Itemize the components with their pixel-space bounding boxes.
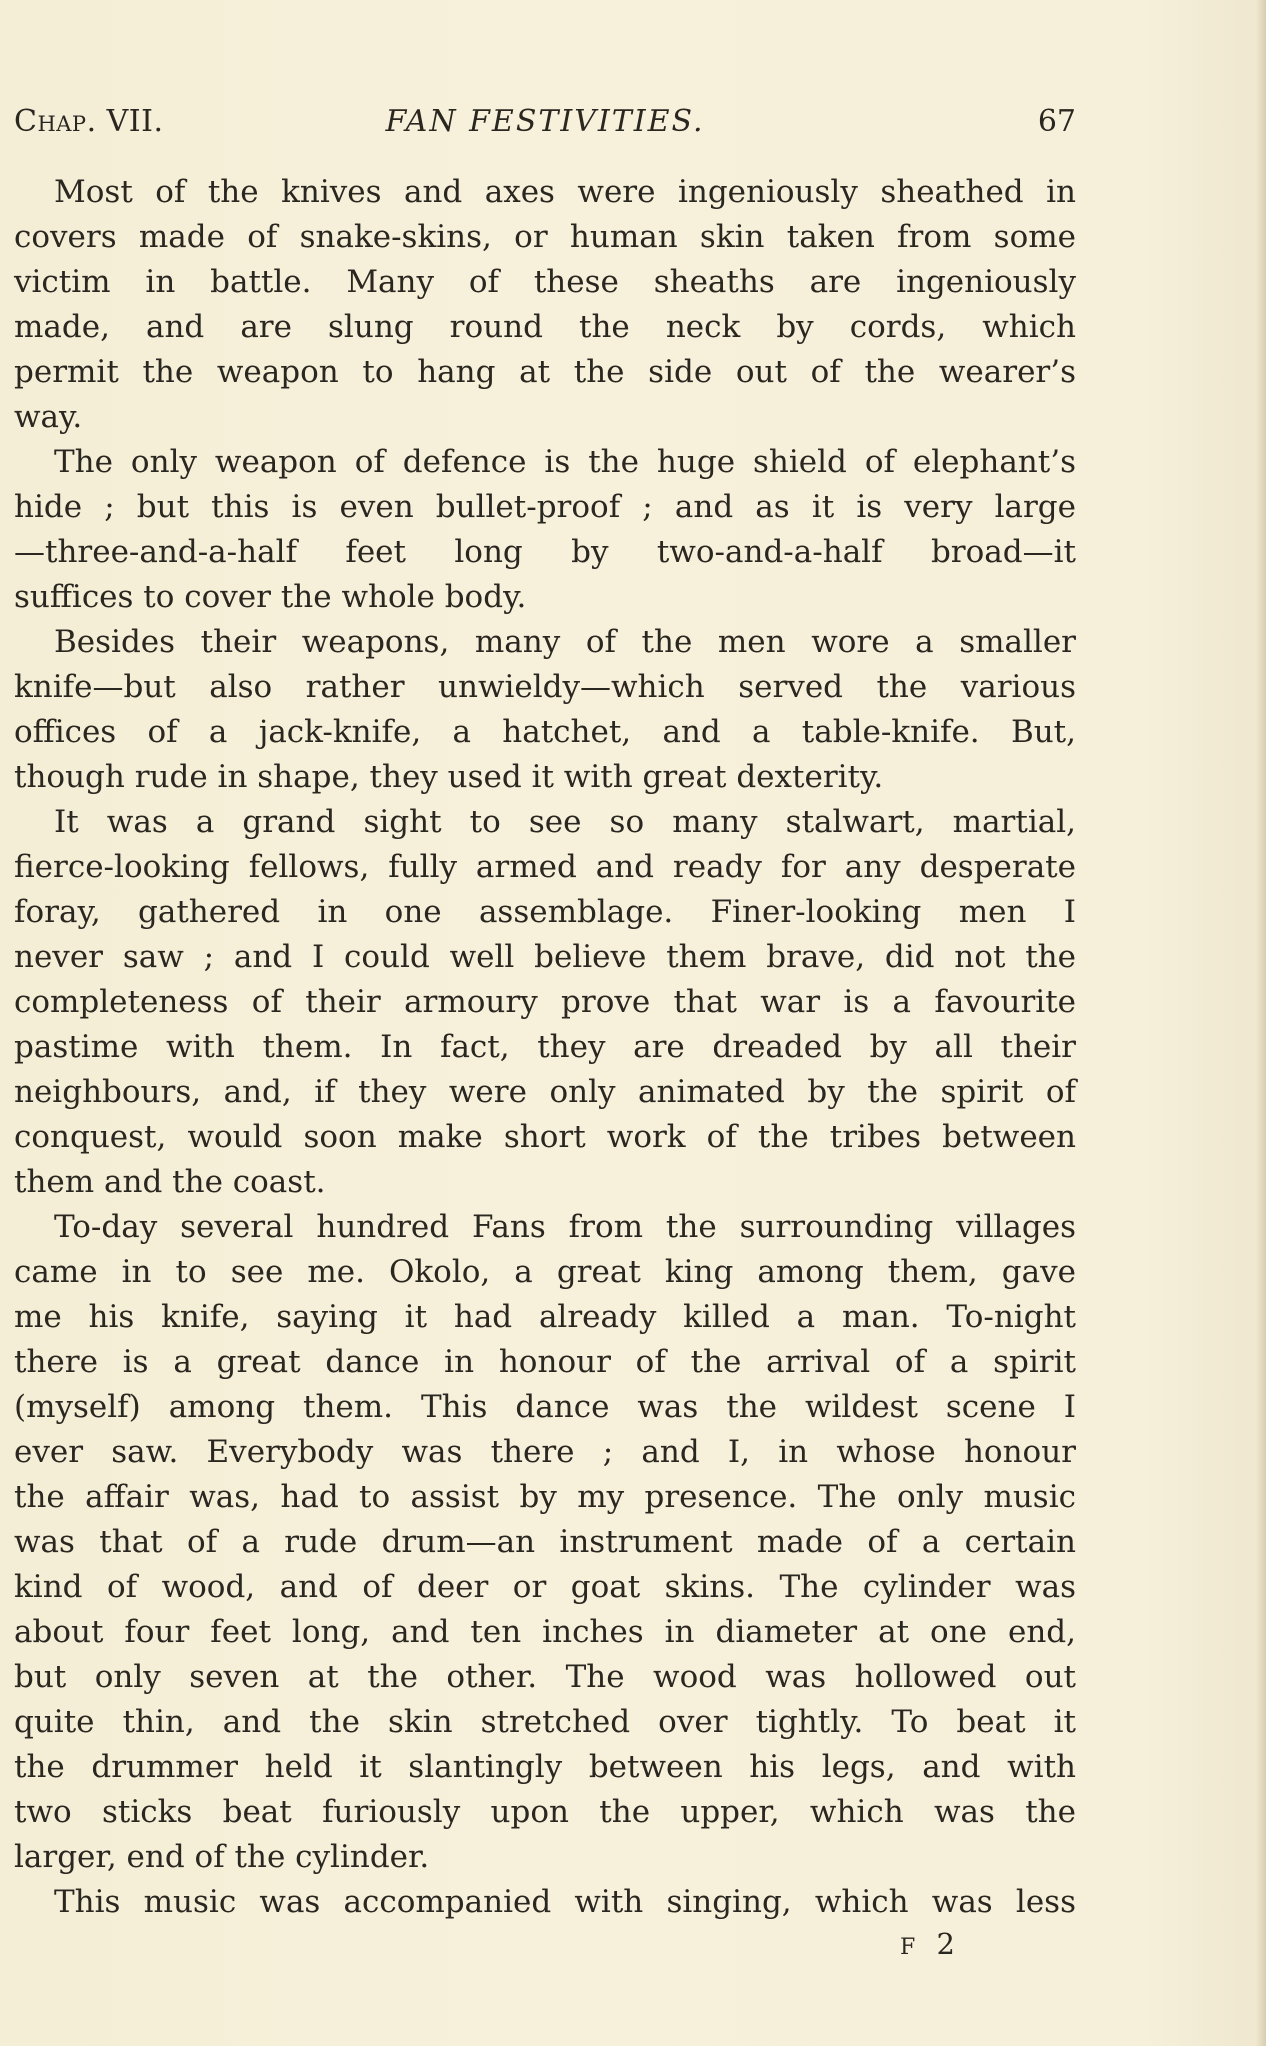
text-line: It was a grand sight to see so many stalwart, martial, (54, 804, 1076, 840)
text-line: This music was accompanied with singing, which was less (54, 1884, 1076, 1920)
printer-signature (900, 1924, 961, 1968)
text-line: larger, end of the cylinder. (14, 1839, 430, 1875)
chapter-title: FAN FESTIVITIES. (385, 104, 705, 139)
text-line: the affair was, had to assist by my presence. The only music (14, 1479, 1076, 1515)
text-line: permit the weapon to hang at the side out of the wearer’s (14, 354, 1076, 390)
text-line: two sticks beat furiously upon the upper, which was the (14, 1794, 1076, 1830)
text-line: pastime with them. In fact, they are dreaded by all their (14, 1029, 1076, 1065)
text-line: there is a great dance in honour of the arrival of a spirit (14, 1344, 1076, 1380)
text-line: covers made of snake-skins, or human skin taken from some (14, 219, 1076, 255)
text-line: about four feet long, and ten inches in diameter at one end, (14, 1614, 1076, 1650)
text-line: knife—but also rather unwieldy—which served the various (14, 669, 1076, 705)
text-line: Besides their weapons, many of the men wore a smaller (54, 624, 1076, 660)
text-line: the drummer held it slantingly between his legs, and with (14, 1749, 1076, 1785)
text-line: came in to see me. Okolo, a great king among them, gave (14, 1254, 1076, 1290)
text-line: The only weapon of defence is the huge shield of elephant’s (54, 444, 1076, 480)
text-line: —three-and-a-half feet long by two-and-a-half broad—it (14, 534, 1076, 570)
text-line: but only seven at the other. The wood was hollowed out (14, 1659, 1076, 1695)
text-line: conquest, would soon make short work of the tribes between (14, 1119, 1076, 1155)
text-line: though rude in shape, they used it with great dexterity. (14, 759, 884, 795)
text-line: kind of wood, and of deer or goat skins. The cylinder was (14, 1569, 1076, 1605)
text-line: me his knife, saying it had already killed a man. To-night (14, 1299, 1076, 1335)
text-line: offices of a jack-knife, a hatchet, and a table-knife. But, (14, 714, 1076, 750)
chapter-label: Chap. VII. (14, 104, 164, 139)
text-line: was that of a rude drum—an instrument made of a certain (14, 1524, 1076, 1560)
text-line: way. (14, 399, 83, 435)
text-line: never saw ; and I could well believe them brave, did not the (14, 939, 1076, 975)
text-line: victim in battle. Many of these sheaths are ingeniously (14, 264, 1076, 300)
signature-number: 2 (936, 1927, 961, 1961)
text-line: ever saw. Everybody was there ; and I, in whose honour (14, 1434, 1076, 1470)
running-head (14, 100, 1076, 144)
text-line: Most of the knives and axes were ingeniously sheathed in (54, 174, 1076, 210)
body-text (14, 170, 1076, 1925)
text-line: them and the coast. (14, 1164, 326, 1200)
text-line: neighbours, and, if they were only animated by the spirit of (14, 1074, 1076, 1110)
text-line: fierce-looking fellows, fully armed and ready for any desperate (14, 849, 1076, 885)
text-line: hide ; but this is even bullet-proof ; and as it is very large (14, 489, 1076, 525)
text-line: To-day several hundred Fans from the surrounding villages (54, 1209, 1076, 1245)
page-number: 67 (1037, 104, 1076, 139)
text-line: completeness of their armoury prove that war is a favourite (14, 984, 1076, 1020)
text-line: made, and are slung round the neck by cords, which (14, 309, 1076, 345)
page-edge-shadow (1256, 0, 1266, 2046)
text-line: suffices to cover the whole body. (14, 579, 527, 615)
text-line: foray, gathered in one assemblage. Finer-looking men I (14, 894, 1076, 930)
text-line: (myself) among them. This dance was the wildest scene I (14, 1389, 1076, 1425)
text-line: quite thin, and the skin stretched over tightly. To beat it (14, 1704, 1076, 1740)
signature-letter: F (900, 1935, 922, 1960)
